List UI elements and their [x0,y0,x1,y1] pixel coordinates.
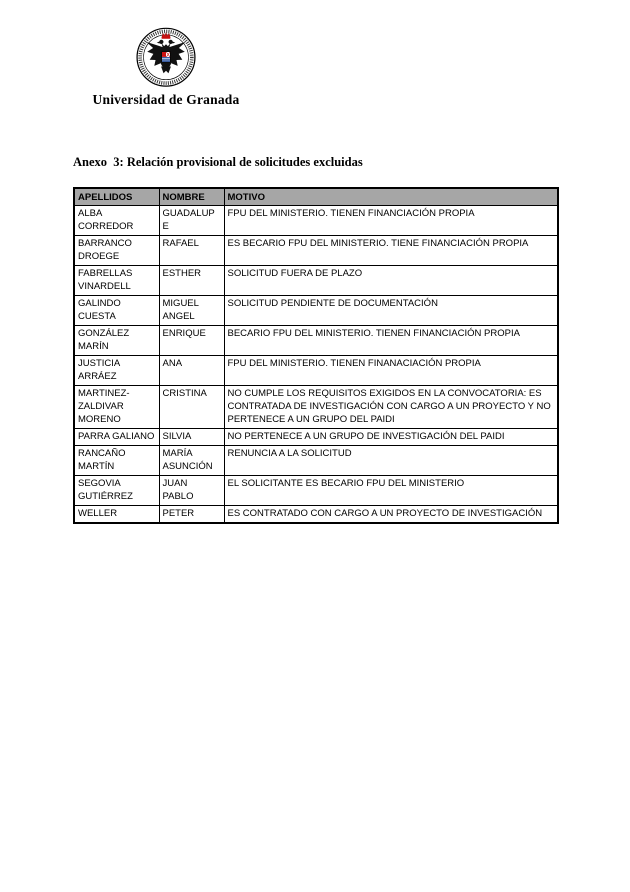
cell-nombre: PETER [159,506,224,524]
cell-nombre: JUAN PABLO [159,476,224,506]
cell-motivo: NO CUMPLE LOS REQUISITOS EXIGIDOS EN LA CONVOCATORIA: ES CONTRATADA DE INVESTIGACIÓN CON CARGO A UN PROYECTO Y NO PERTENECE A UN GRUPO DEL PAIDI [224,386,558,429]
cell-apellidos: GALINDO CUESTA [74,296,159,326]
table-row [74,266,558,296]
document-title: Anexo 3: Relación provisional de solicitudes excluidas [73,155,363,169]
cell-apellidos: PARRA GALIANO [74,429,159,446]
cell-apellidos: SEGOVIA GUTIÉRREZ [74,476,159,506]
cell-motivo: SOLICITUD PENDIENTE DE DOCUMENTACIÓN [224,296,558,326]
table-row [74,326,558,356]
cell-apellidos: MARTINEZ-ZALDIVAR MORENO [74,386,159,429]
cell-apellidos: FABRELLAS VINARDELL [74,266,159,296]
cell-apellidos: RANCAÑO MARTÍN [74,446,159,476]
table-row [74,296,558,326]
cell-motivo: RENUNCIA A LA SOLICITUD [224,446,558,476]
table-row [74,446,558,476]
column-header-apellidos: APELLIDOS [74,188,159,206]
table-row [74,356,558,386]
cell-nombre: GUADALUPE [159,206,224,236]
cell-nombre: CRISTINA [159,386,224,429]
cell-apellidos: JUSTICIA ARRÁEZ [74,356,159,386]
column-header-motivo: MOTIVO [224,188,558,206]
cell-motivo: FPU DEL MINISTERIO. TIENEN FINANACIACIÓN PROPIA [224,356,558,386]
cell-nombre: ANA [159,356,224,386]
cell-motivo: NO PERTENECE A UN GRUPO DE INVESTIGACIÓN DEL PAIDI [224,429,558,446]
table-header-row [74,188,558,206]
cell-nombre: MIGUEL ANGEL [159,296,224,326]
cell-nombre: ENRIQUE [159,326,224,356]
table-row [74,506,558,524]
cell-motivo: SOLICITUD FUERA DE PLAZO [224,266,558,296]
table-row [74,386,558,429]
table-row [74,476,558,506]
cell-motivo: ES BECARIO FPU DEL MINISTERIO. TIENE FINANCIACIÓN PROPIA [224,236,558,266]
cell-nombre: RAFAEL [159,236,224,266]
cell-nombre: SILVIA [159,429,224,446]
cell-motivo: FPU DEL MINISTERIO. TIENEN FINANCIACIÓN PROPIA [224,206,558,236]
excluded-applications-table [73,187,559,524]
table-row [74,429,558,446]
university-logo [86,24,246,108]
ugr-seal-icon [135,24,197,88]
cell-apellidos: WELLER [74,506,159,524]
cell-apellidos: ALBA CORREDOR [74,206,159,236]
university-wordmark: Universidad de Granada [92,92,240,107]
cell-motivo: BECARIO FPU DEL MINISTERIO. TIENEN FINANCIACIÓN PROPIA [224,326,558,356]
cell-motivo: EL SOLICITANTE ES BECARIO FPU DEL MINISTERIO [224,476,558,506]
table-row [74,236,558,266]
cell-nombre: MARÍA ASUNCIÓN [159,446,224,476]
table-row [74,206,558,236]
cell-nombre: ESTHER [159,266,224,296]
column-header-nombre: NOMBRE [159,188,224,206]
cell-apellidos: GONZÁLEZ MARÍN [74,326,159,356]
cell-motivo: ES CONTRATADO CON CARGO A UN PROYECTO DE INVESTIGACIÓN [224,506,558,524]
cell-apellidos: BARRANCO DROEGE [74,236,159,266]
